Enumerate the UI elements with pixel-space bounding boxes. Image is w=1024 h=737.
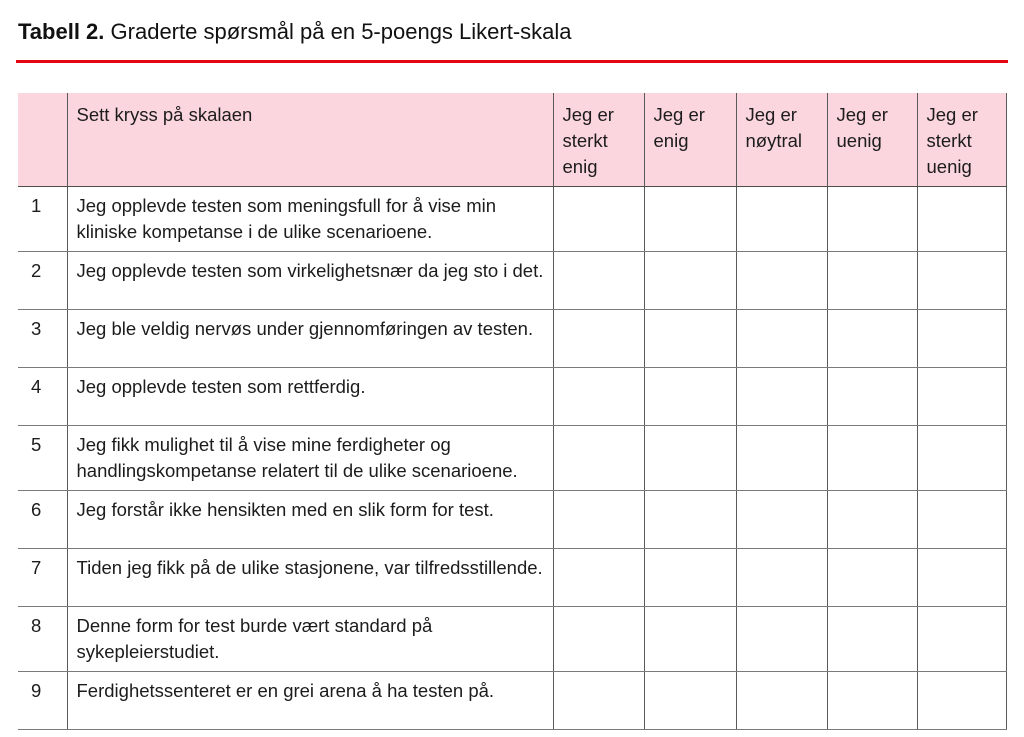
answer-cell (644, 607, 736, 672)
answer-cell (917, 491, 1006, 549)
answer-cell (917, 672, 1006, 730)
likert-table (18, 93, 1007, 730)
answer-cell (736, 491, 827, 549)
table-row (18, 491, 1006, 549)
answer-cell (553, 252, 644, 310)
answer-cell (553, 187, 644, 252)
answer-cell (917, 426, 1006, 491)
header-number-cell (18, 93, 67, 187)
table-row (18, 607, 1006, 672)
row-number: 2 (18, 252, 67, 310)
table-body (18, 187, 1006, 730)
table-header (18, 93, 1006, 187)
answer-cell (917, 252, 1006, 310)
header-option-disagree: Jeg er uenig (827, 93, 917, 187)
table-row (18, 310, 1006, 368)
row-number: 8 (18, 607, 67, 672)
top-red-rule (16, 60, 1008, 63)
row-number: 3 (18, 310, 67, 368)
answer-cell (827, 310, 917, 368)
question-text: Tiden jeg fikk på de ulike stasjonene, var tilfredsstillende. (67, 549, 553, 607)
answer-cell (644, 549, 736, 607)
table-row (18, 549, 1006, 607)
question-text: Jeg ble veldig nervøs under gjennomføringen av testen. (67, 310, 553, 368)
row-number: 6 (18, 491, 67, 549)
answer-cell (644, 187, 736, 252)
question-text: Jeg forstår ikke hensikten med en slik form for test. (67, 491, 553, 549)
answer-cell (644, 491, 736, 549)
answer-cell (553, 672, 644, 730)
answer-cell (736, 368, 827, 426)
answer-cell (553, 368, 644, 426)
answer-cell (553, 607, 644, 672)
header-question-cell: Sett kryss på skalaen (67, 93, 553, 187)
answer-cell (736, 252, 827, 310)
answer-cell (553, 310, 644, 368)
table-caption (16, 18, 1008, 45)
question-text: Jeg fikk mulighet til å vise mine ferdigheter og handlingskompetanse relatert til de ulike scenarioene. (67, 426, 553, 491)
row-number: 5 (18, 426, 67, 491)
table-row (18, 187, 1006, 252)
row-number: 1 (18, 187, 67, 252)
answer-cell (644, 368, 736, 426)
table-row (18, 672, 1006, 730)
question-text: Ferdighetssenteret er en grei arena å ha testen på. (67, 672, 553, 730)
question-text: Jeg opplevde testen som rettferdig. (67, 368, 553, 426)
answer-cell (827, 549, 917, 607)
answer-cell (736, 607, 827, 672)
answer-cell (553, 426, 644, 491)
answer-cell (644, 310, 736, 368)
answer-cell (827, 607, 917, 672)
answer-cell (644, 252, 736, 310)
header-option-strongly-agree: Jeg er sterkt enig (553, 93, 644, 187)
header-option-neutral: Jeg er nøytral (736, 93, 827, 187)
answer-cell (827, 672, 917, 730)
answer-cell (553, 549, 644, 607)
answer-cell (553, 491, 644, 549)
row-number: 9 (18, 672, 67, 730)
answer-cell (917, 310, 1006, 368)
question-text: Jeg opplevde testen som virkelighetsnær da jeg sto i det. (67, 252, 553, 310)
question-text: Jeg opplevde testen som meningsfull for å vise min kliniske kompetanse i de ulike scenarioene. (67, 187, 553, 252)
answer-cell (827, 252, 917, 310)
answer-cell (917, 549, 1006, 607)
table-row (18, 426, 1006, 491)
answer-cell (917, 607, 1006, 672)
answer-cell (644, 426, 736, 491)
answer-cell (736, 187, 827, 252)
answer-cell (827, 491, 917, 549)
answer-cell (827, 426, 917, 491)
table-caption-text: Graderte spørsmål på en 5-poengs Likert-skala (110, 19, 572, 44)
row-number: 7 (18, 549, 67, 607)
answer-cell (917, 187, 1006, 252)
answer-cell (736, 426, 827, 491)
table-row (18, 252, 1006, 310)
answer-cell (736, 549, 827, 607)
header-option-agree: Jeg er enig (644, 93, 736, 187)
answer-cell (827, 187, 917, 252)
answer-cell (736, 672, 827, 730)
header-row (18, 93, 1006, 187)
answer-cell (736, 310, 827, 368)
answer-cell (827, 368, 917, 426)
answer-cell (644, 672, 736, 730)
table-caption-label: Tabell 2. (18, 19, 105, 44)
table-row (18, 368, 1006, 426)
answer-cell (917, 368, 1006, 426)
row-number: 4 (18, 368, 67, 426)
header-option-strongly-disagree: Jeg er sterkt uenig (917, 93, 1006, 187)
question-text: Denne form for test burde vært standard på sykepleierstudiet. (67, 607, 553, 672)
